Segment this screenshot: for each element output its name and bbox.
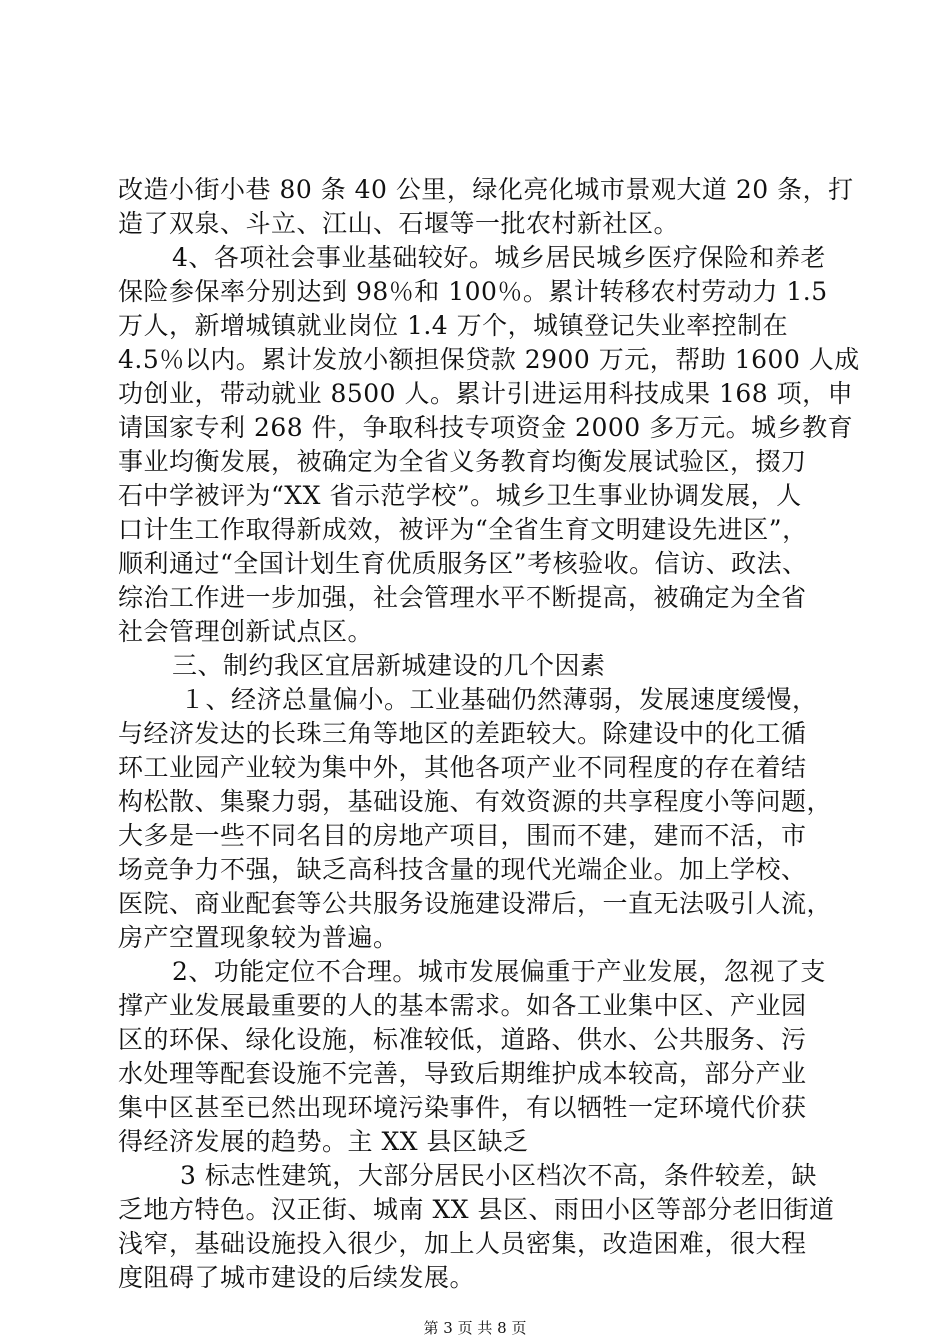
text-line: 乏地方特色。汉正街、城南 XX 县区、雨田小区等部分老旧街道	[118, 1195, 835, 1224]
text-line: 请国家专利 268 件，争取科技专项资金 2000 多万元。城乡教育	[118, 413, 854, 442]
text-line: 改造小街小巷 80 条 40 公里，绿化亮化城市景观大道 20 条，打	[118, 175, 854, 204]
text-line: 与经济发达的长珠三角等地区的差距较大。除建设中的化工循	[118, 719, 807, 748]
text-line: 得经济发展的趋势。主 XX 县区缺乏	[118, 1127, 529, 1156]
text-line: 社会管理创新试点区。	[118, 617, 374, 646]
text-line: 造了双泉、斗立、江山、石堰等一批农村新社区。	[118, 209, 680, 238]
paragraph-heading-1: １、经济总量偏小。工业基础仍然薄弱，发展速度缓慢，	[180, 685, 818, 714]
text-line: 集中区甚至已然出现环境污染事件，有以牺牲一定环境代价获	[118, 1093, 807, 1122]
text-line: 区的环保、绿化设施，标准较低，道路、供水、公共服务、污	[118, 1025, 807, 1054]
text-line: 万人，新增城镇就业岗位 1.4 万个，城镇登记失业率控制在	[118, 311, 789, 340]
paragraph-heading-4: 4、各项社会事业基础较好。城乡居民城乡医疗保险和养老	[172, 243, 826, 272]
text-line: 撑产业发展最重要的人的基本需求。如各工业集中区、产业园	[118, 991, 807, 1020]
text-line: 浅窄，基础设施投入很少，加上人员密集，改造困难，很大程	[118, 1229, 807, 1258]
page-number-footer: 第 3 页 共 8 页	[423, 1319, 527, 1337]
text-line: 事业均衡发展，被确定为全省义务教育均衡发展试验区，掇刀	[118, 447, 807, 476]
text-line: 石中学被评为“XX 省示范学校”。城乡卫生事业协调发展，人	[118, 481, 802, 510]
text-line: 场竞争力不强，缺乏高科技含量的现代光端企业。加上学校、	[118, 855, 807, 884]
text-line: 顺利通过“全国计划生育优质服务区”考核验收。信访、政法、	[118, 549, 808, 578]
text-line: 构松散、集聚力弱，基础设施、有效资源的共享程度小等问题，	[118, 787, 833, 816]
text-line: 功创业，带动就业 8500 人。累计引进运用科技成果 168 项，申	[118, 379, 854, 408]
text-line: 房产空置现象较为普遍。	[118, 923, 399, 952]
text-line: 环工业园产业较为集中外，其他各项产业不同程度的存在着结	[118, 753, 807, 782]
text-line: 度阻碍了城市建设的后续发展。	[118, 1263, 476, 1292]
text-line: 医院、商业配套等公共服务设施建设滞后，一直无法吸引人流，	[118, 889, 833, 918]
section-heading-3: 三、制约我区宜居新城建设的几个因素	[172, 651, 606, 680]
text-line: 综治工作进一步加强，社会管理水平不断提高，被确定为全省	[118, 583, 807, 612]
text-line: 口计生工作取得新成效，被评为“全省生育文明建设先进区”，	[118, 515, 808, 544]
paragraph-heading-3: 3 标志性建筑，大部分居民小区档次不高，条件较差，缺	[180, 1161, 817, 1190]
text-line: 保险参保率分别达到 98％和 100％。累计转移农村劳动力 1.5	[118, 277, 828, 306]
paragraph-heading-2: 2、功能定位不合理。城市发展偏重于产业发展，忽视了支	[172, 957, 826, 986]
text-line: 大多是一些不同名目的房地产项目，围而不建，建而不活，市	[118, 821, 807, 850]
text-line: 水处理等配套设施不完善，导致后期维护成本较高，部分产业	[118, 1059, 807, 1088]
text-line: 4.5％以内。累计发放小额担保贷款 2900 万元，帮助 1600 人成	[118, 345, 860, 374]
